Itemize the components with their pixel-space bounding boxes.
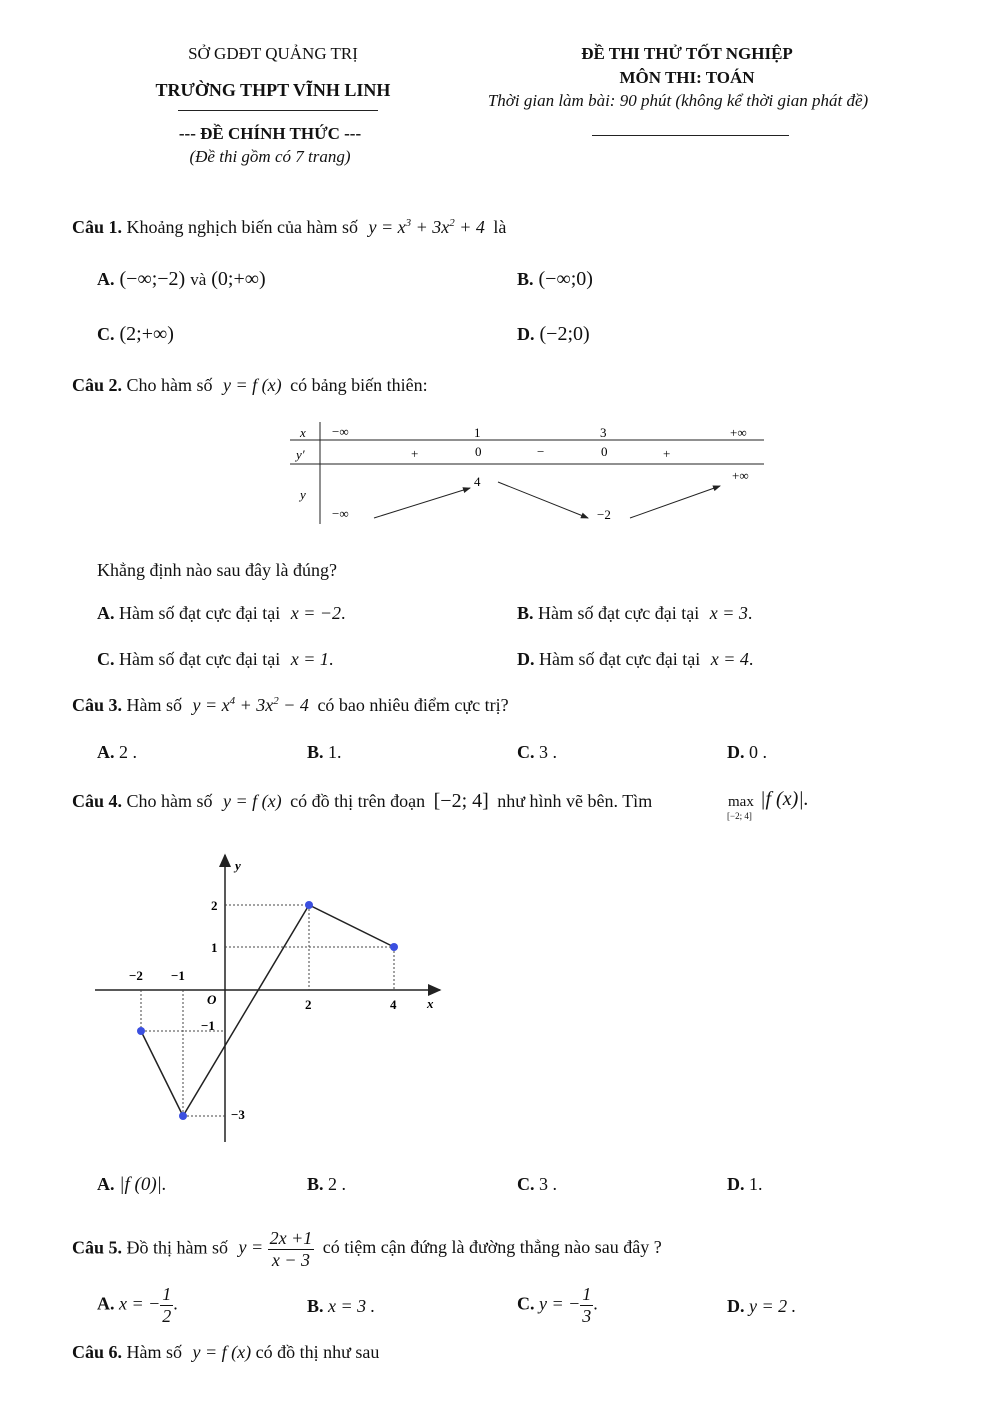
function-formula: $y = x^4 + 3x^2 - 4$: [192, 695, 309, 715]
abs-fx: |f (x)|.: [760, 788, 809, 810]
question-label: Câu 1.: [72, 217, 123, 237]
answer-text: (0;+∞): [211, 268, 266, 290]
answer-label: D.: [727, 742, 745, 762]
answer-b[interactable]: [307, 742, 342, 763]
answer-d[interactable]: [517, 323, 590, 346]
answer-label: A.: [97, 1293, 115, 1314]
y-axis-label: y: [235, 858, 241, 873]
answer-text: Hàm số đạt cực đại tại: [119, 603, 281, 623]
decrease-arrow: [498, 482, 588, 518]
question-tail: như hình vẽ bên. Tìm: [497, 791, 653, 811]
table-sign: −: [537, 444, 545, 459]
answer-text: 0 .: [749, 742, 767, 762]
answer-label: C.: [97, 649, 115, 669]
graph-point: [179, 1112, 187, 1120]
answer-text: (−∞;0): [538, 268, 593, 290]
question-6: [72, 1342, 379, 1363]
answer-a[interactable]: A. x = − $\frac{1}{2}$ .: [97, 1284, 178, 1326]
question-2-prompt: Khẳng định nào sau đây là đúng?: [97, 560, 337, 580]
answer-text: (−2;0): [539, 323, 590, 345]
graph-point: [137, 1027, 145, 1035]
exam-title: ĐỀ THI THỬ TỐT NGHIỆP: [581, 44, 793, 63]
x-axis-label: x: [427, 996, 434, 1011]
question-label: Câu 5.: [72, 1237, 123, 1258]
function-formula: y = f (x): [223, 791, 282, 811]
answer-text: 1.: [328, 742, 342, 762]
answer-text: Hàm số đạt cực đại tại: [539, 649, 701, 669]
answer-label: B.: [517, 603, 534, 623]
answer-text: 2 .: [119, 742, 137, 762]
origin-label: O: [207, 992, 217, 1007]
answer-text: và: [190, 270, 207, 289]
question-tail: có đồ thị như sau: [255, 1342, 380, 1362]
answer-label: B.: [307, 742, 324, 762]
answer-label: D.: [727, 1296, 745, 1316]
answer-label: C.: [517, 1293, 535, 1314]
fraction-denominator: 3: [582, 1305, 592, 1326]
fraction: [268, 1228, 315, 1270]
answer-label: B.: [307, 1296, 324, 1316]
x-tick-label: 4: [390, 997, 397, 1012]
function-graph: [95, 850, 455, 1150]
answer-label: A.: [97, 603, 115, 623]
answer-c[interactable]: C. Hàm số đạt cực đại tại x = 1.: [97, 649, 334, 669]
answer-text: x = 3 .: [328, 1296, 376, 1316]
max-subscript: [−2; 4]: [727, 811, 752, 821]
y-tick-label: 1: [211, 940, 218, 955]
fraction-denominator: 2: [162, 1305, 172, 1326]
table-yprime-label: y′: [296, 447, 305, 462]
answer-a[interactable]: [97, 1174, 167, 1196]
answer-text: 1.: [749, 1174, 763, 1194]
question-text: Hàm số: [126, 1342, 183, 1362]
answer-c[interactable]: [97, 323, 174, 346]
header-official: --- ĐỀ CHÍNH THỨC ---: [178, 124, 362, 143]
header-school: TRƯỜNG THPT VĨNH LINH: [155, 80, 391, 100]
answer-c[interactable]: C. y = − $\frac{1}{3}$ .: [517, 1284, 598, 1326]
question-tail: có bảng biến thiên:: [290, 375, 428, 395]
answer-label: C.: [97, 324, 115, 344]
divider: [178, 110, 378, 111]
x-tick-label: −2: [129, 968, 143, 983]
answer-text: 2 .: [328, 1174, 347, 1194]
answer-text: y = −: [539, 1293, 581, 1314]
question-4: [72, 790, 652, 813]
answer-text: x = −: [119, 1293, 161, 1314]
answer-label: A.: [97, 1174, 115, 1194]
answer-value: x = 1: [290, 649, 329, 669]
answer-d[interactable]: [727, 1296, 796, 1317]
y-tick-label: −1: [201, 1018, 215, 1033]
question-1: [72, 217, 506, 238]
answer-value: x = 4: [710, 649, 749, 669]
table-y-value: 4: [474, 474, 481, 489]
question-text: Hàm số: [126, 695, 183, 715]
question-text: có đồ thị trên đoạn: [290, 791, 426, 811]
answer-text: |f (0)|.: [119, 1174, 167, 1195]
table-sign: 0: [601, 444, 608, 459]
answer-text: 3 .: [539, 742, 557, 762]
fraction: [580, 1284, 593, 1326]
fraction-denominator: x − 3: [271, 1249, 311, 1270]
graph-line: [141, 905, 394, 1116]
question-label: Câu 4.: [72, 791, 123, 811]
answer-b[interactable]: [307, 1174, 346, 1195]
question-2: [72, 375, 428, 396]
header-pages: (Đề thi gồm có 7 trang): [189, 147, 351, 166]
answer-label: B.: [517, 269, 534, 289]
fraction-numerator: 1: [582, 1284, 592, 1304]
answer-d[interactable]: D. Hàm số đạt cực đại tại x = 4.: [517, 649, 754, 669]
divider: [592, 135, 789, 136]
fraction-numerator: 1: [162, 1284, 172, 1304]
max-label: max: [728, 794, 754, 810]
answer-d[interactable]: [727, 1174, 763, 1195]
answer-a[interactable]: [97, 268, 266, 291]
fraction: [160, 1284, 173, 1326]
question-text: Đồ thị hàm số: [126, 1237, 229, 1258]
question-text: Khoảng nghịch biến của hàm số: [126, 217, 358, 237]
table-y-label: y: [300, 487, 306, 502]
question-tail: là: [493, 217, 507, 237]
increase-arrow: [374, 488, 470, 518]
table-x-value: 3: [600, 425, 607, 440]
function-formula: $y = x^3 + 3x^2 + 4$: [368, 217, 485, 237]
answer-b[interactable]: [517, 268, 593, 291]
answer-label: A.: [97, 269, 115, 289]
variation-table: [280, 418, 770, 530]
table-x-label: x: [300, 425, 306, 440]
answer-d[interactable]: [727, 742, 767, 763]
table-y-value: +∞: [732, 468, 749, 483]
answer-a[interactable]: A. Hàm số đạt cực đại tại x = −2.: [97, 603, 346, 623]
answer-c[interactable]: [517, 742, 557, 763]
y-tick-label: −3: [231, 1107, 245, 1122]
table-sign: +: [411, 446, 419, 461]
answer-text: (−∞;−2): [119, 268, 186, 290]
exam-subject: MÔN THI: TOÁN: [619, 68, 755, 87]
answer-text: Hàm số đạt cực đại tại: [538, 603, 700, 623]
question-tail: có tiệm cận đứng là đường thẳng nào sau đây ?: [322, 1237, 662, 1258]
answer-text: (2;+∞): [119, 323, 174, 345]
graph-point: [390, 943, 398, 951]
table-sign: +: [663, 446, 671, 461]
question-label: Câu 6.: [72, 1342, 123, 1362]
question-text: Cho hàm số: [126, 375, 213, 395]
question-5: Câu 5. Đồ thị hàm số y = $\frac{2x +1}{x - 3}$ có tiệm cận đứng là đường thẳng nào sau đây ?: [72, 1228, 662, 1270]
answer-label: D.: [727, 1174, 745, 1194]
answer-b[interactable]: B. Hàm số đạt cực đại tại x = 3.: [517, 603, 753, 623]
answer-value: x = 3: [709, 603, 748, 623]
question-text: Cho hàm số: [126, 791, 213, 811]
table-y-value: −2: [597, 507, 611, 522]
increase-arrow: [630, 486, 720, 518]
table-sign: 0: [475, 444, 482, 459]
function-formula: y = f (x): [223, 375, 282, 395]
x-tick-label: −1: [171, 968, 185, 983]
x-tick-label: 2: [305, 997, 312, 1012]
answer-label: C.: [517, 742, 535, 762]
answer-text: Hàm số đạt cực đại tại: [119, 649, 281, 669]
answer-value: x = −2: [290, 603, 341, 623]
interval: [−2; 4]: [433, 790, 489, 812]
table-x-value: +∞: [730, 425, 747, 440]
answer-label: C.: [517, 1174, 535, 1194]
exam-duration: Thời gian làm bài: 90 phút (không kể thời gian phát đề): [487, 91, 869, 110]
question-label: Câu 3.: [72, 695, 123, 715]
graph-point: [305, 901, 313, 909]
answer-text: y = 2 .: [749, 1296, 797, 1316]
question-tail: có bao nhiêu điểm cực trị?: [317, 695, 509, 715]
table-y-value: −∞: [332, 506, 349, 521]
answer-label: A.: [97, 742, 115, 762]
question-label: Câu 2.: [72, 375, 123, 395]
answer-b[interactable]: [307, 1296, 375, 1317]
table-x-value: 1: [474, 425, 481, 440]
answer-c[interactable]: [517, 1174, 557, 1195]
header-dept: SỞ GDĐT QUẢNG TRỊ: [188, 44, 358, 63]
function-formula: y = f (x): [192, 1342, 252, 1362]
max-operator: [728, 795, 754, 810]
answer-a[interactable]: [97, 742, 137, 763]
y-tick-label: 2: [211, 898, 218, 913]
answer-text: 3 .: [539, 1174, 557, 1194]
answer-label: D.: [517, 324, 535, 344]
question-3: [72, 695, 509, 716]
answer-label: B.: [307, 1174, 324, 1194]
answer-label: D.: [517, 649, 535, 669]
table-x-value: −∞: [332, 424, 349, 439]
fraction-numerator: 2x +1: [269, 1228, 313, 1248]
